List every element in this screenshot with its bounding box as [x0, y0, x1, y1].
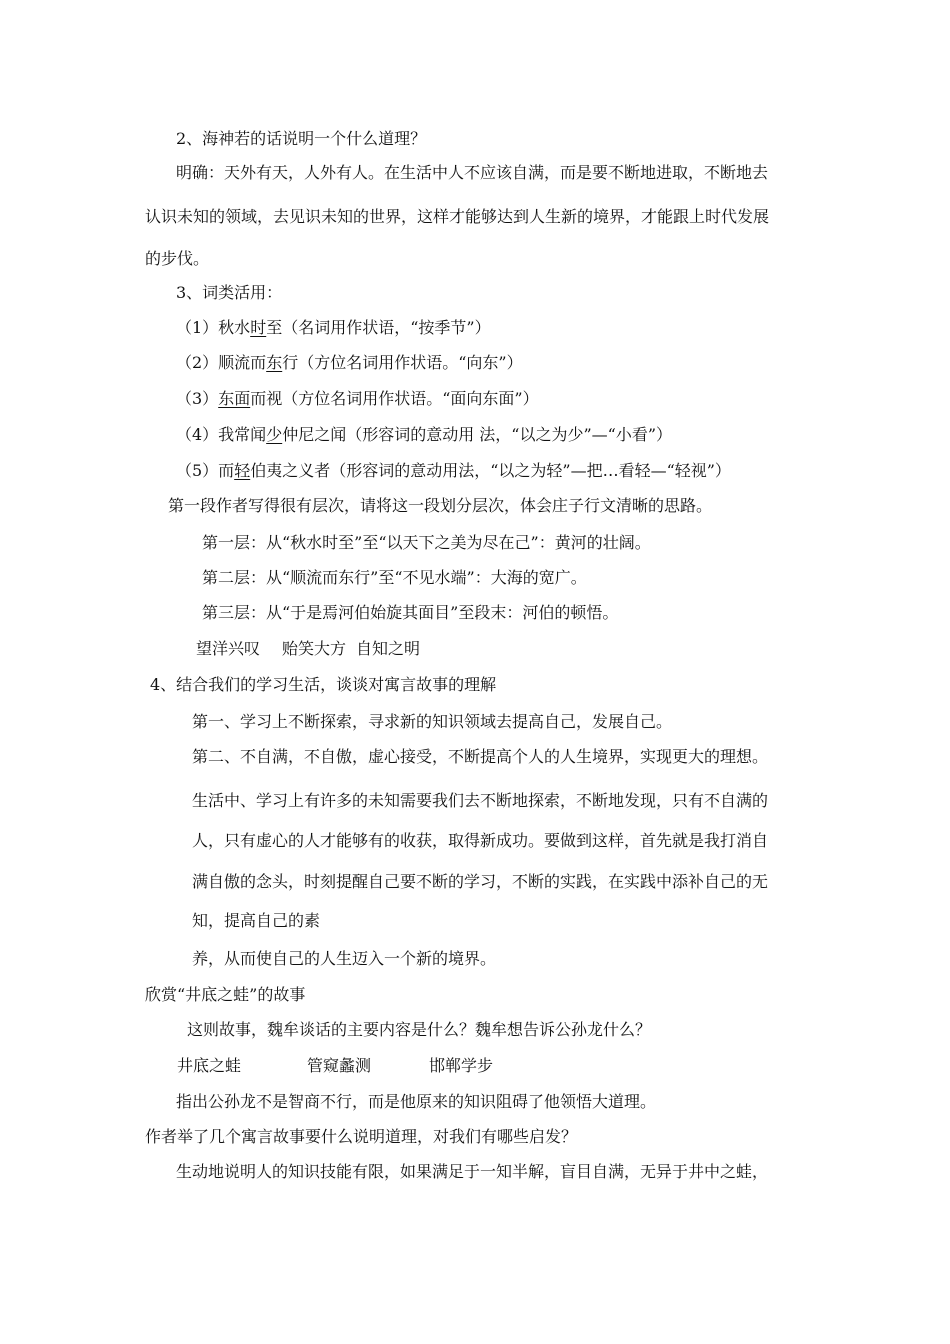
underlined-word: 轻 [234, 461, 251, 480]
layer-2: 第二层：从“顺流而东行”至“不见水端”：大海的宽广。 [202, 568, 587, 587]
item-text: 仲尼之闻（形容词的意动用 法，“以之为少”—“小看”） [282, 425, 673, 444]
underlined-word: 东 [266, 353, 283, 372]
layer-1: 第一层：从“秋水时至”至“以天下之美为尽在己”：黄河的壮阔。 [202, 533, 651, 552]
layer-question: 第一段作者写得很有层次，请将这一段划分层次，体会庄子行文清晰的思路。 [168, 496, 713, 515]
item-text: 伯夷之义者（形容词的意动用法，“以之为轻”—把…看轻—“轻视”） [250, 461, 731, 480]
underlined-word: 东面 [218, 389, 251, 408]
section-heading-frog: 欣赏“井底之蛙”的故事 [145, 985, 306, 1004]
underlined-word: 少 [266, 425, 283, 444]
frog-question: 这则故事，魏牟谈话的主要内容是什么？魏牟想告诉公孙龙什么？ [187, 1020, 652, 1039]
point-1: 第一、学习上不断探索，寻求新的知识领域去提高自己，发展自己。 [192, 712, 673, 731]
idiom: 井底之蛙 [177, 1056, 242, 1075]
paragraph-line-1: 生活中、学习上有许多的未知需要我们去不断地探索，不断地发现，只有不自满的 [192, 791, 769, 810]
item-text: （4）我常闻 [176, 425, 267, 444]
word-usage-item-3 [176, 389, 539, 409]
word-usage-item-4 [176, 425, 672, 445]
word-usage-item-1 [176, 318, 491, 338]
item-text: （3） [176, 389, 219, 408]
idioms-row-1 [196, 639, 420, 659]
question-4-heading: 4、结合我们的学习生活，谈谈对寓言故事的理解 [150, 675, 497, 694]
question-3-heading: 3、词类活用： [176, 283, 283, 302]
answer-2-line-2: 认识未知的领域，去见识未知的世界，这样才能够达到人生新的境界，才能跟上时代发展 [145, 207, 770, 226]
item-text: 而视（方位名词用作状语。“面向东面”） [250, 389, 539, 408]
frog-answer: 指出公孙龙不是智商不行，而是他原来的知识阻碍了他领悟大道理。 [176, 1092, 657, 1111]
layer-3: 第三层：从“于是焉河伯始旋其面目”至段末：河伯的顿悟。 [202, 603, 619, 622]
idioms-row-2 [177, 1056, 493, 1076]
fable-answer: 生动地说明人的知识技能有限，如果满足于一知半解，盲目自满，无异于井中之蛙， [176, 1162, 769, 1181]
item-text: （2）顺流而 [176, 353, 267, 372]
word-usage-item-5 [176, 461, 731, 481]
answer-2-line-1: 明确：天外有天，人外有人。在生活中人不应该自满，而是要不断地进取，不断地去 [176, 163, 769, 182]
paragraph-line-5: 养，从而使自己的人生迈入一个新的境界。 [192, 949, 497, 968]
idiom: 邯郸学步 [429, 1056, 494, 1075]
underlined-word: 时 [250, 318, 267, 337]
question-2: 2、海神若的话说明一个什么道理？ [176, 129, 427, 148]
idiom: 贻笑大方 [282, 639, 347, 658]
idiom: 自知之明 [356, 639, 421, 658]
idiom: 望洋兴叹 [196, 639, 261, 658]
item-text: 行（方位名词用作状语。“向东”） [282, 353, 523, 372]
fable-question: 作者举了几个寓言故事要什么说明道理，对我们有哪些启发？ [145, 1127, 578, 1146]
answer-2-line-3: 的步伐。 [145, 249, 210, 268]
item-text: （1）秋水 [176, 318, 251, 337]
paragraph-line-3: 满自傲的念头，时刻提醒自己要不断的学习，不断的实践，在实践中添补自己的无 [192, 872, 769, 891]
word-usage-item-2 [176, 353, 523, 373]
item-text: 至（名词用作状语，“按季节”） [266, 318, 491, 337]
idiom: 管窥蠡测 [307, 1056, 372, 1075]
item-text: （5）而 [176, 461, 235, 480]
paragraph-line-2: 人，只有虚心的人才能够有的收获，取得新成功。要做到这样，首先就是我打消自 [192, 831, 769, 850]
paragraph-line-4: 知，提高自己的素 [192, 911, 321, 930]
point-2: 第二、不自满，不自傲，虚心接受，不断提高个人的人生境界，实现更大的理想。 [192, 747, 769, 766]
